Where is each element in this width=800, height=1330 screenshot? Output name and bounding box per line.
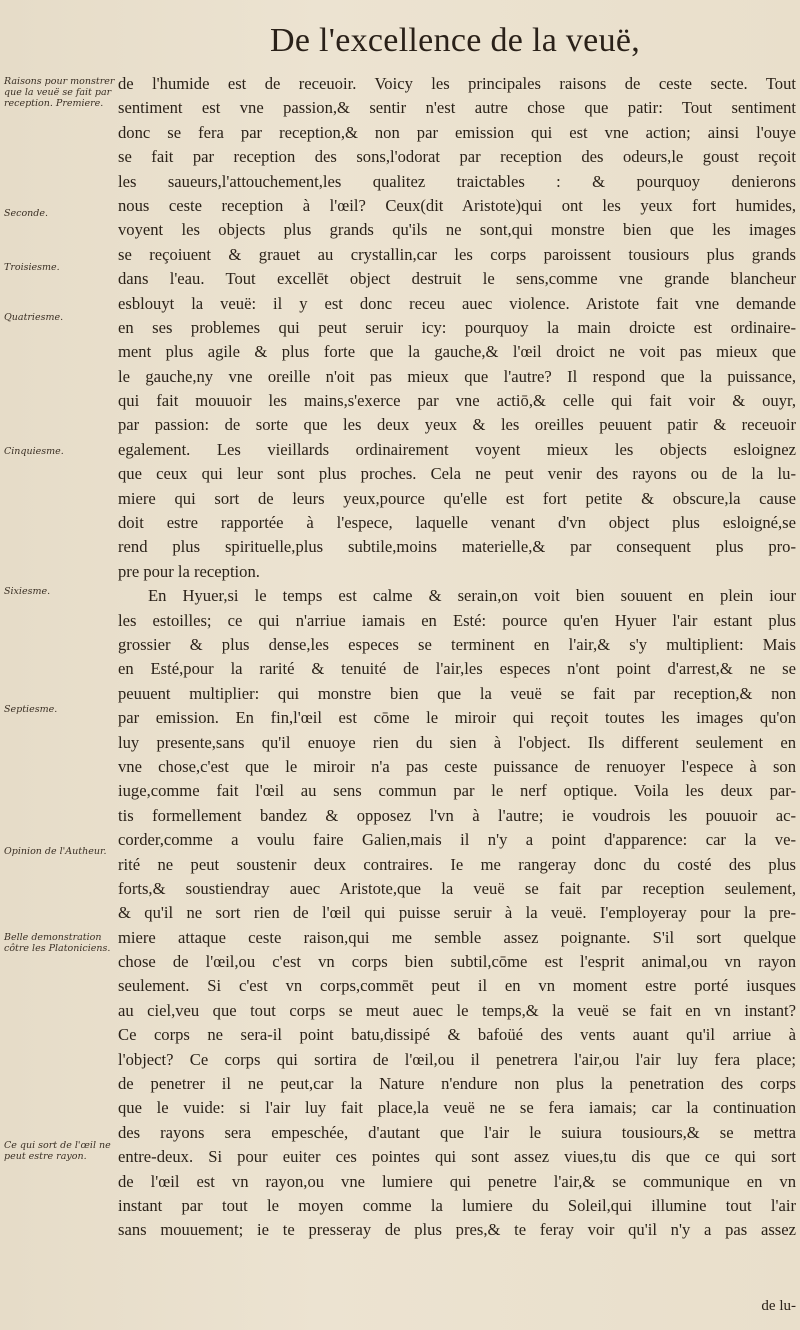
text-line: rend plus spirituelle,plus subtile,moins materielle,& par consequent plus pro- xyxy=(118,537,796,557)
catchword: de lu- xyxy=(761,1298,796,1314)
text-line: iuge,comme fait l'œil au sens commun par le nerf optique. Voila les deux par- xyxy=(118,781,796,801)
text-line: voyent les objects plus grands qu'ils ne sont,qui monstre bien que les images xyxy=(118,220,796,240)
text-line: grossier & plus dense,les especes se terminent en l'air,& s'y multiplient: Mais xyxy=(118,634,796,654)
text-line: forts,& soustiendray auec Aristote,que la veuë se fait par reception seulement, xyxy=(118,878,796,898)
text-line: se fait par reception des sons,l'odorat par reception des odeurs,le goust reçoit xyxy=(118,147,796,167)
text-line: de l'humide est de receuoir. Voicy les principales raisons de ceste secte. Tout xyxy=(118,74,796,93)
text-line: au ciel,veu que tout corps se meut auec le temps,& la veuë se fait en vn instant? xyxy=(118,1000,796,1020)
text-line: se reçoiuent & grauet au crystallin,car les corps paroissent tousiours plus grands xyxy=(118,244,796,264)
text-line: rité ne peut soustenir deux contraires. Ie me rangeray donc du costé des plus xyxy=(118,854,796,874)
margin-note: Ce qui sort de l'œil ne peut estre rayon. xyxy=(4,1140,111,1162)
text-line: & qu'il ne sort rien de l'œil qui puisse seruir à la veuë. I'employeray pour la pre- xyxy=(118,903,796,923)
margin-note: Cinquiesme. xyxy=(4,446,64,457)
text-line: pre pour la reception. xyxy=(118,561,260,581)
running-head: De l'excellence de la veuë, xyxy=(270,22,641,59)
text-line: de l'œil est vn rayon,ou vne lumiere qui penetre l'air,& se communique en vn xyxy=(118,1171,796,1191)
text-line: luy presente,sans qu'il enuoye rien du sien à l'object. Ils different seulement en xyxy=(118,732,796,752)
text-line: instant par tout le moyen comme la lumiere du Soleil,qui illumine tout l'air xyxy=(118,1195,796,1215)
text-line: seulement. Si c'est vn corps,commēt peut il en vn moment estre porté iusques xyxy=(118,976,796,996)
margin-note: Troisiesme. xyxy=(4,262,60,273)
text-line: doit estre rapportée à l'espece, laquelle venant d'vn object plus esloigné,se xyxy=(118,513,796,533)
text-line: par passion: de sorte que les deux yeux & les oreilles peuuent patir & receuoir xyxy=(118,415,796,435)
text-line: vne chose,c'est que le miroir n'a pas ceste puissance de renuoyer l'espece à son xyxy=(118,756,796,776)
text-line: de penetrer il ne peut,car la Nature n'endure non plus la penetration des corps xyxy=(118,1074,796,1094)
body-text xyxy=(118,72,796,1243)
text-line: entre-deux. Si pour euiter ces pointes qui sont assez viues,tu dis que ce qui sort xyxy=(118,1147,796,1167)
text-line: l'object? Ce corps qui sortira de l'œil,ou il penetrera l'air,ou l'air luy fera place; xyxy=(118,1049,796,1069)
text-line: peuuent multiplier: qui monstre bien que la veuë se fait par reception,& non xyxy=(118,683,796,703)
text-line: miere attaque ceste raison,qui me semble assez poignante. S'il sort quelque xyxy=(118,927,796,947)
text-line: les estoilles; ce qui n'arriue iamais en Esté: pource qu'en Hyuer l'air estant plus xyxy=(118,610,796,630)
text-line: sans mouuement; ie te presseray de plus pres,& te feray voir qu'il n'y a pas assez xyxy=(118,1220,796,1240)
margin-note: Sixiesme. xyxy=(4,586,51,597)
text-line: des rayons sera empeschée, d'autant que l'air le suiura tousiours,& se mettra xyxy=(118,1122,796,1142)
text-line: par emission. En fin,l'œil est cōme le miroir qui reçoit toutes les images qu'on xyxy=(118,708,796,728)
text-line: ment plus agile & plus forte que la gauche,& l'œil droict ne voit pas mieux que xyxy=(118,342,796,362)
text-line: que ceux qui leur sont plus proches. Cela ne peut venir des rayons ou de la lu- xyxy=(118,464,796,484)
text-line: qui fait mouuoir les mains,s'exerce par vne actiō,& celle qui fait voir & ouyr, xyxy=(118,391,796,411)
text-line: en Esté,pour la rarité & tenuité de l'air,les especes n'ont point d'arrest,& ne se xyxy=(118,659,796,679)
text-line: en ses problemes qui peut seruir icy: pourquoy la main droicte est ordinaire- xyxy=(118,317,796,337)
margin-note: Septiesme. xyxy=(4,704,58,715)
margin-note: Opinion de l'Autheur. xyxy=(4,846,107,857)
text-line: dans l'eau. Tout excellēt object destruit le sens,comme vne grande blancheur xyxy=(118,269,796,289)
text-line: les saueurs,l'attouchement,les qualitez traictables : & pourquoy denierons xyxy=(118,171,796,191)
margin-note: Seconde. xyxy=(4,208,49,219)
text-line: que le vuide: si l'air luy fait place,la veuë ne se fera iamais; car la continuation xyxy=(118,1098,796,1118)
margin-note: Quatriesme. xyxy=(4,312,64,323)
text-line: chose de l'œil,ou c'est vn corps bien subtil,cōme est l'esprit animal,ou vn rayon xyxy=(118,952,796,972)
margin-note: Raisons pour monstrer que la veuë se fait par reception. Premiere. xyxy=(4,76,115,109)
text-line: nous ceste reception à l'œil? Ceux(dit Aristote)qui ont les yeux fort humides, xyxy=(118,195,796,215)
margin-note: Belle demonstration côtre les Platoniciens. xyxy=(4,932,111,954)
text-line: esblouyt la veuë: il y est donc receu auec violence. Aristote fait vne demande xyxy=(118,293,796,313)
text-line: En Hyuer,si le temps est calme & serain,on voit bien souuent en plein iour xyxy=(148,586,796,606)
text-line: le gauche,ny vne oreille n'oit pas mieux que l'autre? Il respond que la puissance, xyxy=(118,366,796,386)
text-line: corder,comme a voulu faire Galien,mais il n'y a point d'apparence: car la ve- xyxy=(118,830,796,850)
text-line: donc se fera par reception,& non par emission qui est vne action; ainsi l'ouye xyxy=(118,122,796,142)
text-line: egalement. Les vieillards ordinairement voyent mieux les objects esloignez xyxy=(118,439,796,459)
text-line: tis formellement bandez & opposez l'vn à l'autre; ie voudrois les pouuoir ac- xyxy=(118,805,796,825)
text-line: sentiment est vne passion,& sentir n'est autre chose que patir: Tout sentiment xyxy=(118,98,796,118)
text-line: Ce corps ne sera-il point batu,dissipé & bafoüé des vents auant qu'il arriue à xyxy=(118,1025,796,1045)
text-line: miere qui sort de leurs yeux,pource qu'elle est fort petite & obscure,la cause xyxy=(118,488,796,508)
